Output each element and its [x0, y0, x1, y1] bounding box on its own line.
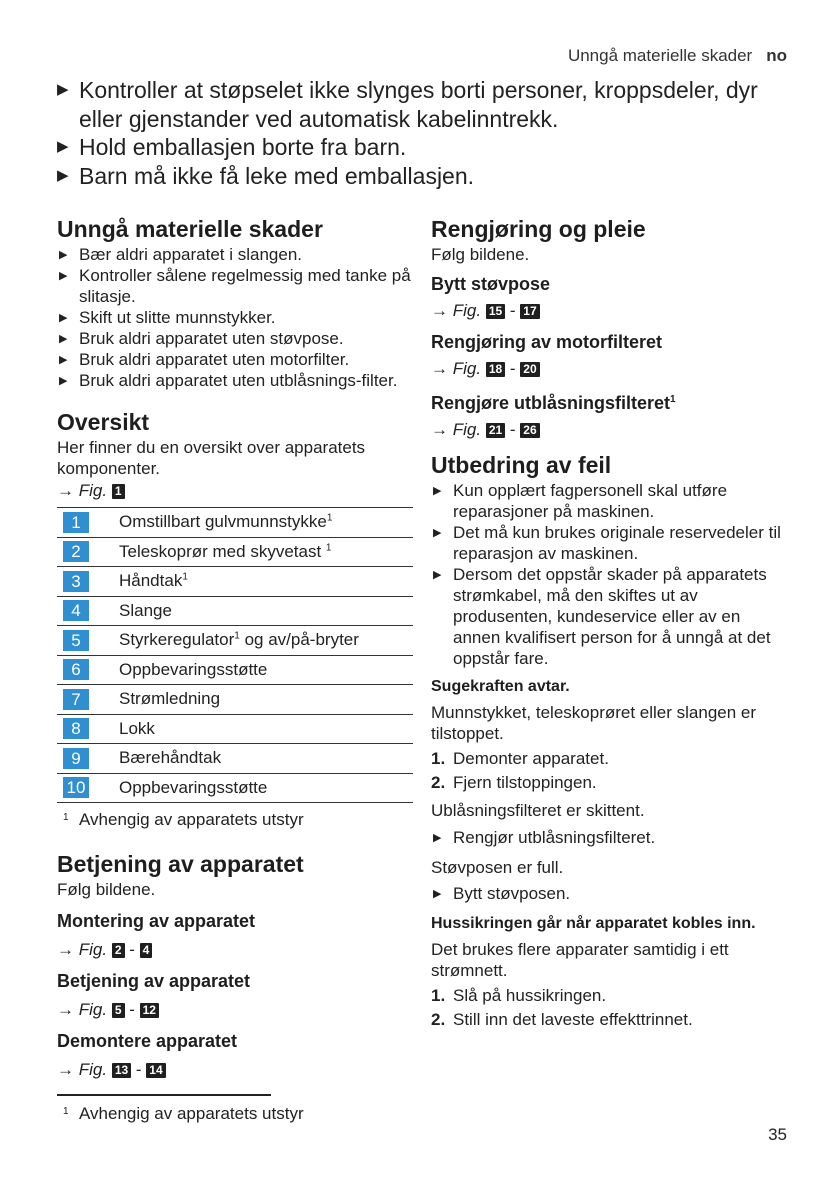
list-item: 1. Slå på hussikringen. — [431, 986, 607, 1005]
header-section: Unngå materielle skader — [567, 46, 753, 65]
arrow-right-icon: → — [431, 420, 448, 439]
list-item: ▶ Bær aldri apparatet i slangen. — [59, 245, 303, 264]
table-row: 10 Oppbevaringsstøtte — [57, 774, 413, 804]
fuse-text: Det brukes flere apparater samtidig i ett strømnett. — [431, 940, 729, 980]
use-heading: Betjening av apparatet — [57, 971, 251, 991]
fig-badge: 13 — [112, 1063, 131, 1078]
triangle-bullet-icon: ▶ — [59, 333, 68, 345]
left-column — [57, 214, 415, 1082]
exhaust-dirty-text: Ublåsningsfilteret er skittent. — [431, 801, 645, 820]
fig-badge: 15 — [486, 304, 505, 319]
triangle-bullet-icon: ▶ — [59, 312, 68, 324]
operation-text: Følg bildene. — [57, 880, 156, 899]
overview-fig-ref: → Fig. 1 — [57, 479, 415, 503]
table-row: 4 Slange — [57, 597, 413, 627]
clean-text: Følg bildene. — [431, 245, 530, 264]
header-lang: no — [766, 46, 787, 65]
list-item: ▶ Bytt støvposen. — [433, 884, 571, 903]
triangle-bullet-icon: ▶ — [59, 270, 68, 282]
component-number: 10 — [63, 777, 89, 798]
fig-badge: 5 — [112, 1003, 125, 1018]
table-row: 2 Teleskoprør med skyvetast $^1$ — [57, 538, 413, 568]
fault-heading: Utbedring av feil — [431, 452, 612, 478]
table-row: 7 Strømledning — [57, 685, 413, 715]
bag-heading: Bytt støvpose — [431, 274, 551, 294]
triangle-bullet-icon: ▶ — [59, 249, 68, 261]
table-row: 6 Oppbevaringsstøtte — [57, 656, 413, 686]
triangle-bullet-icon: ▶ — [57, 81, 69, 98]
arrow-right-icon: → — [57, 481, 74, 500]
table-row: 1 Omstillbart gulvmunnstykke$^1$ — [57, 508, 413, 538]
arrow-right-icon: → — [431, 359, 448, 378]
fig-badge: 2 — [112, 943, 125, 958]
list-item: ▶ Bruk aldri apparatet uten utblåsnings-filter. — [59, 371, 398, 390]
damage-heading: Unngå materielle skader — [57, 216, 323, 242]
right-column — [431, 214, 789, 1032]
list-item: ▶ Barn må ikke få leke med emballasjen. — [57, 162, 475, 189]
fig-badge: 21 — [486, 423, 505, 438]
list-item: ▶ Hold emballasjen borte fra barn. — [57, 134, 407, 160]
list-item: 1. Demonter apparatet. — [431, 749, 609, 768]
motor-heading: Rengjøring av motorfilteret — [431, 332, 663, 352]
operation-heading: Betjening av apparatet — [57, 851, 304, 877]
triangle-bullet-icon: ▶ — [433, 888, 442, 900]
list-item: ▶ Skift ut slitte munnstykker. — [59, 308, 276, 327]
list-item: ▶ Rengjør utblåsningsfilteret. — [433, 828, 656, 847]
page-number: 35 — [768, 1125, 787, 1144]
list-item: ▶ Det må kun brukes originale reservedeler til reparasjon av maskinen. — [433, 523, 781, 563]
triangle-bullet-icon: ▶ — [59, 375, 68, 387]
component-number: 4 — [63, 600, 89, 621]
running-header — [568, 46, 787, 66]
motor-fig-ref: → Fig. 18 - 20 — [431, 357, 789, 381]
table-row: 5 Styrkeregulator$^1$ og av/på-bryter — [57, 626, 413, 656]
fig-badge: 18 — [486, 362, 505, 377]
component-number: 3 — [63, 571, 89, 592]
fuse-heading: Hussikringen går når apparatet kobles inn. — [431, 915, 756, 932]
triangle-bullet-icon: ▶ — [433, 832, 442, 844]
component-table — [57, 507, 413, 803]
table-row: 3 Håndtak$^1$ — [57, 567, 413, 597]
list-item: ▶ Kontroller at støpselet ikke slynges borti personer, kroppsdeler, dyr eller gjenstander ved automatisk kabelinntrekk. — [57, 77, 758, 132]
exhaust-heading: Rengjøre utblåsningsfilteret$^1$ — [431, 393, 676, 413]
component-number: 9 — [63, 748, 89, 769]
component-number: 2 — [63, 541, 89, 562]
fig-badge: 20 — [520, 362, 539, 377]
table-footnote: 1 Avhengig av apparatets utstyr — [63, 810, 304, 829]
list-item: ▶ Dersom det oppstår skader på apparatets strømkabel, må den skiftes ut av produsenten, kundeservice eller av en annen kvalifisert person for å unngå at det oppstår fare. — [433, 565, 771, 668]
clean-heading: Rengjøring og pleie — [431, 216, 646, 242]
bag-action-list — [431, 883, 789, 904]
dismount-heading: Demontere apparatet — [57, 1031, 238, 1051]
triangle-bullet-icon: ▶ — [433, 569, 442, 581]
list-item: 2. Still inn det laveste effekttrinnet. — [431, 1010, 693, 1029]
mount-fig-ref: → Fig. 2 - 4 — [57, 938, 415, 962]
arrow-right-icon: → — [57, 940, 74, 959]
table-row: 9 Bærehåndtak — [57, 744, 413, 774]
top-safety-list — [57, 76, 797, 190]
triangle-bullet-icon: ▶ — [433, 485, 442, 497]
component-number: 7 — [63, 689, 89, 710]
fig-badge: 17 — [520, 304, 539, 319]
fig-badge: 14 — [146, 1063, 165, 1078]
use-fig-ref: → Fig. 5 - 12 — [57, 998, 415, 1022]
table-row: 8 Lokk — [57, 715, 413, 745]
arrow-right-icon: → — [57, 1000, 74, 1019]
fig-badge: 26 — [520, 423, 539, 438]
overview-text: Her finner du en oversikt over apparatets komponenter. — [57, 438, 366, 478]
list-item: 2. Fjern tilstoppingen. — [431, 773, 597, 792]
triangle-bullet-icon: ▶ — [433, 527, 442, 539]
fig-badge: 1 — [112, 484, 125, 499]
arrow-right-icon: → — [431, 301, 448, 320]
exhaust-action-list — [431, 827, 789, 848]
component-number: 5 — [63, 630, 89, 651]
dismount-fig-ref: → Fig. 13 - 14 — [57, 1058, 415, 1082]
footnote-divider — [57, 1094, 271, 1096]
overview-heading: Oversikt — [57, 409, 150, 435]
list-item: ▶ Kontroller sålene regelmessig med tanke på slitasje. — [59, 266, 411, 306]
suction-heading: Sugekraften avtar. — [431, 678, 570, 695]
arrow-right-icon: → — [57, 1060, 74, 1079]
exhaust-fig-ref: → Fig. 21 - 26 — [431, 418, 789, 442]
component-number: 1 — [63, 512, 89, 533]
triangle-bullet-icon: ▶ — [57, 138, 69, 155]
fault-list — [431, 480, 789, 669]
list-item: ▶ Bruk aldri apparatet uten støvpose. — [59, 329, 344, 348]
bag-fig-ref: → Fig. 15 - 17 — [431, 299, 789, 323]
list-item: ▶ Bruk aldri apparatet uten motorfilter. — [59, 350, 350, 369]
damage-list — [57, 244, 415, 391]
fig-badge: 12 — [140, 1003, 159, 1018]
page-footnote: 1 Avhengig av apparatets utstyr — [63, 1104, 304, 1123]
triangle-bullet-icon: ▶ — [59, 354, 68, 366]
fig-badge: 4 — [140, 943, 153, 958]
list-item: ▶ Kun opplært fagpersonell skal utføre reparasjoner på maskinen. — [433, 481, 728, 521]
mount-heading: Montering av apparatet — [57, 911, 256, 931]
fuse-steps — [431, 984, 789, 1032]
triangle-bullet-icon: ▶ — [57, 166, 69, 184]
suction-steps — [431, 747, 789, 795]
suction-text: Munnstykket, teleskoprøret eller slangen er tilstoppet. — [431, 703, 757, 743]
component-number: 6 — [63, 659, 89, 680]
component-number: 8 — [63, 718, 89, 739]
bag-full-text: Støvposen er full. — [431, 858, 564, 877]
